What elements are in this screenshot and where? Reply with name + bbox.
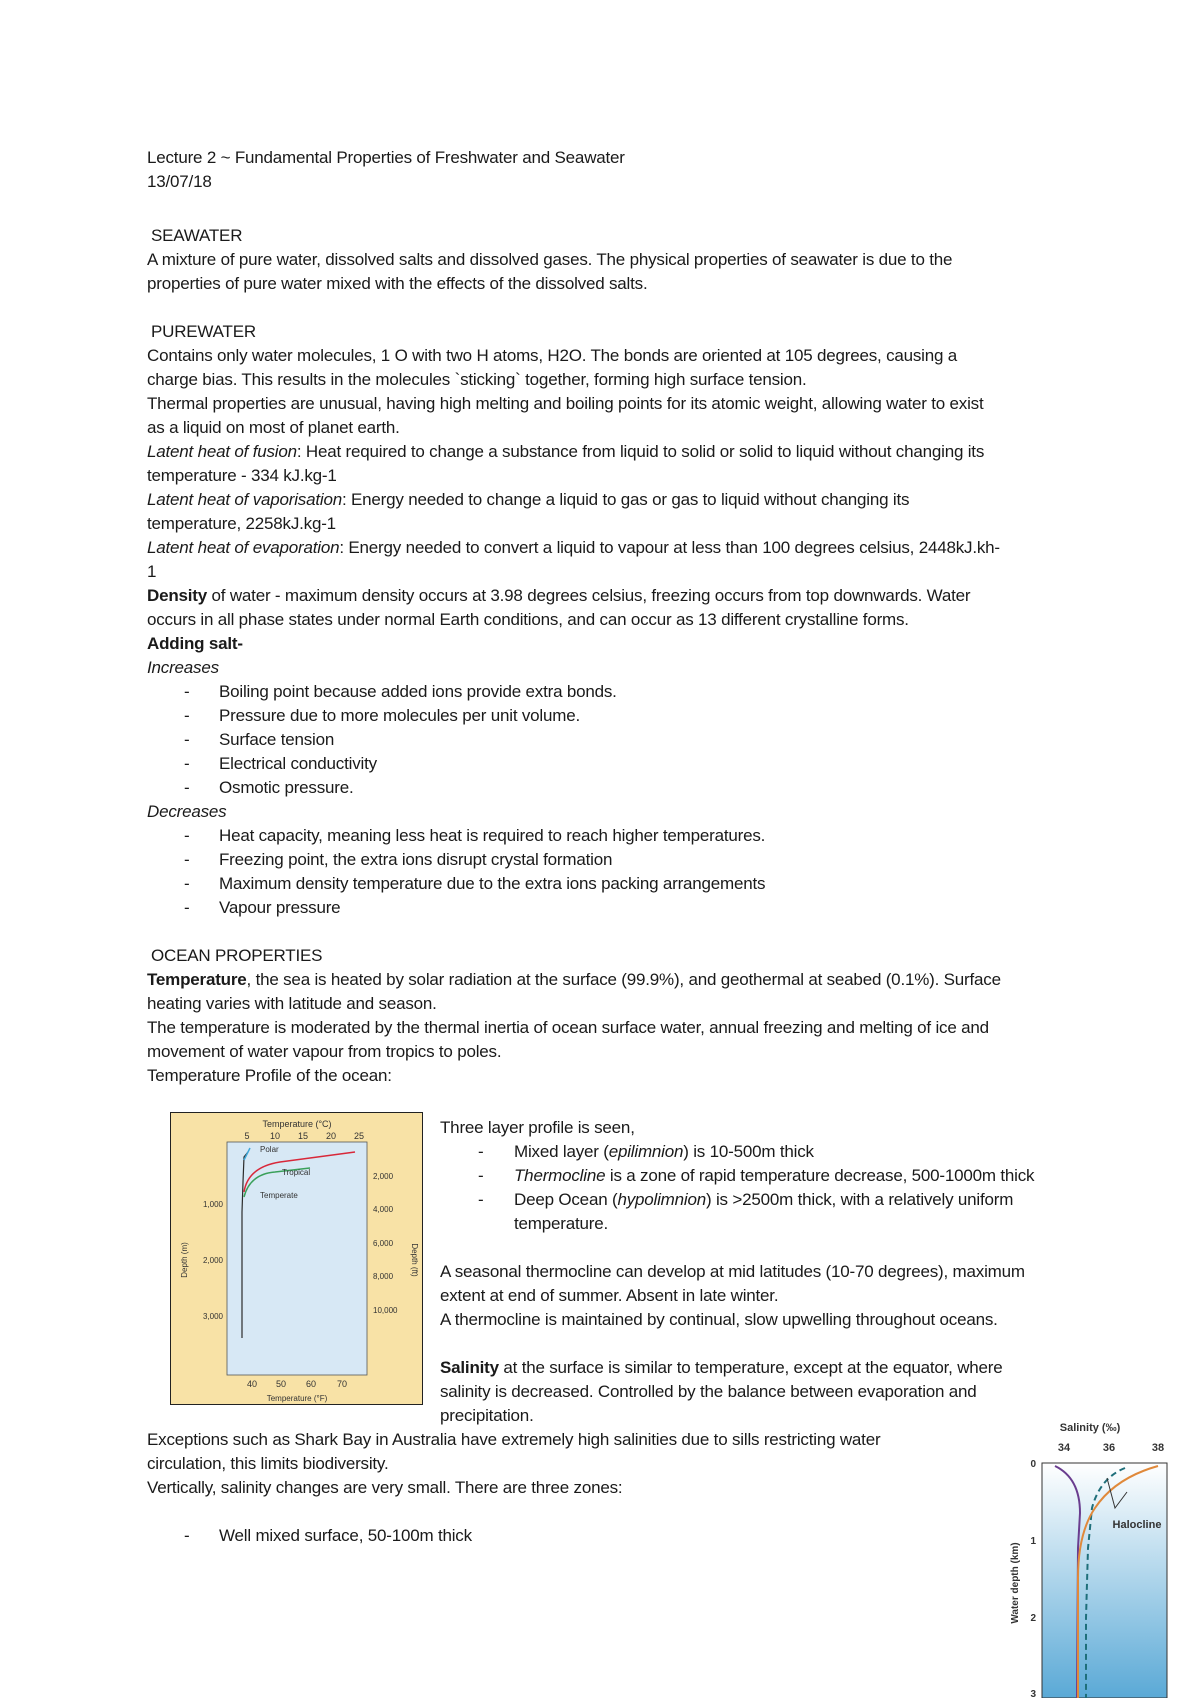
list-item	[514, 1140, 814, 1164]
paragraph-line: 1	[147, 562, 157, 581]
tick-label: 4,000	[373, 1205, 394, 1214]
seawater-line: properties of pure water mixed with the effects of the dissolved salts.	[147, 274, 648, 293]
bullet-dash: -	[184, 874, 190, 893]
paragraph-line: circulation, this limits biodiversity.	[147, 1454, 389, 1473]
seawater-line: A mixture of pure water, dissolved salts and dissolved gases. The physical properties of seawater is due to the	[147, 250, 953, 269]
page-title: Lecture 2 ~ Fundamental Properties of Freshwater and Seawater	[147, 148, 625, 167]
paragraph-line: temperature - 334 kJ.kg-1	[147, 466, 337, 485]
tick-label: 36	[1102, 1442, 1116, 1454]
latent-fusion-line	[147, 440, 984, 464]
bullet-dash: -	[478, 1190, 484, 1209]
salinity-top-ticks	[1058, 1442, 1164, 1454]
tick-label: 10	[269, 1131, 281, 1141]
term: Latent heat of vaporisation	[147, 490, 342, 509]
term: Latent heat of evaporation	[147, 538, 340, 557]
seawater-heading: SEAWATER	[151, 226, 243, 245]
tick-label: 2,000	[202, 1256, 223, 1265]
bullet-dash: -	[184, 730, 190, 749]
paragraph-line: movement of water vapour from tropics to poles.	[147, 1042, 502, 1061]
tick-label: 38	[1151, 1442, 1165, 1454]
paragraph-line: A thermocline is maintained by continual, slow upwelling throughout oceans.	[440, 1310, 998, 1329]
text: Deep Ocean (	[514, 1190, 618, 1209]
definition: : Energy needed to change a liquid to gas or gas to liquid without changing its	[341, 490, 910, 509]
bullet-dash: -	[184, 778, 190, 797]
three-layer-intro: Three layer profile is seen,	[440, 1118, 635, 1137]
term: Density	[147, 586, 208, 605]
tick-label: 20	[325, 1131, 337, 1141]
bullet-dash: -	[478, 1166, 484, 1185]
term: hypolimnion	[617, 1190, 706, 1209]
depth-ticks	[1030, 1459, 1036, 1698]
text: is a zone of rapid temperature decrease, 500-1000m thick	[605, 1166, 1035, 1185]
paragraph-line: temperature, 2258kJ.kg-1	[147, 514, 336, 533]
paragraph-line: extent at end of summer. Absent in late winter.	[440, 1286, 779, 1305]
tick-label: 3	[1030, 1689, 1036, 1698]
text: ) is 10-500m thick	[683, 1142, 814, 1161]
definition: at the surface is similar to temperature, except at the equator, where	[498, 1358, 1003, 1377]
bullet-dash: -	[184, 754, 190, 773]
paragraph-line: heating varies with latitude and season.	[147, 994, 437, 1013]
paragraph-line: occurs in all phase states under normal Earth conditions, and can occur as 13 different crystalline forms.	[147, 610, 909, 629]
right-axis-title: Depth (ft)	[410, 1243, 419, 1277]
tick-label: 1	[1030, 1536, 1036, 1547]
list-item: Electrical conductivity	[219, 754, 377, 773]
list-item: Well mixed surface, 50-100m thick	[219, 1526, 472, 1545]
paragraph-line: Contains only water molecules, 1 O with two H atoms, H2O. The bonds are oriented at 105 degrees, causing a	[147, 346, 958, 365]
definition: of water - maximum density occurs at 3.98 degrees celsius, freezing occurs from top downwards. Water	[207, 586, 971, 605]
definition: : Energy needed to convert a liquid to vapour at less than 100 degrees celsius, 2448kJ.kh-	[339, 538, 1000, 557]
definition: : Heat required to change a substance from liquid to solid or solid to liquid without changing its	[296, 442, 985, 461]
term: Temperature	[147, 970, 247, 989]
tick-label: 6,000	[373, 1239, 394, 1248]
term: Salinity	[440, 1358, 499, 1377]
latent-evap-line	[147, 536, 1000, 560]
list-item: Surface tension	[219, 730, 335, 749]
paragraph-line: Thermal properties are unusual, having high melting and boiling points for its atomic weight, allowing water to exist	[147, 394, 984, 413]
decreases-label: Decreases	[147, 802, 227, 821]
increases-label: Increases	[147, 658, 219, 677]
ocean-heading: OCEAN PROPERTIES	[151, 946, 323, 965]
curve-label-tropical: Tropical	[282, 1168, 311, 1177]
paragraph-line: charge bias. This results in the molecules `sticking` together, forming high surface tension.	[147, 370, 807, 389]
list-item: Heat capacity, meaning less heat is required to reach higher temperatures.	[219, 826, 766, 845]
bullet-dash: -	[184, 1526, 190, 1545]
left-axis-title: Depth (m)	[180, 1242, 189, 1278]
paragraph-line: The temperature is moderated by the thermal inertia of ocean surface water, annual freezing and melting of ice and	[147, 1018, 989, 1037]
list-item: Osmotic pressure.	[219, 778, 354, 797]
latent-vap-line	[147, 488, 909, 512]
tick-label: 3,000	[202, 1312, 223, 1321]
halocline-label: Halocline	[1112, 1519, 1162, 1531]
salinity-line	[440, 1356, 1003, 1380]
tick-label: 15	[297, 1131, 309, 1141]
tick-label: 40	[246, 1379, 258, 1389]
salinity-title: Salinity (‰)	[1059, 1422, 1121, 1434]
curve-label-temperate: Temperate	[260, 1191, 298, 1200]
paragraph-line: A seasonal thermocline can develop at mid latitudes (10-70 degrees), maximum	[440, 1262, 1025, 1281]
water-column	[1042, 1463, 1167, 1698]
list-item: Maximum density temperature due to the extra ions packing arrangements	[219, 874, 766, 893]
tick-label: 34	[1057, 1442, 1071, 1454]
curve-label-polar: Polar	[260, 1145, 279, 1154]
tick-label: 5	[244, 1131, 250, 1141]
list-item	[514, 1188, 1013, 1212]
tick-label: 25	[353, 1131, 365, 1141]
bullet-dash: -	[184, 706, 190, 725]
salinity-profile-figure	[1000, 1418, 1180, 1698]
list-item	[514, 1164, 1034, 1188]
list-item: Boiling point because added ions provide extra bonds.	[219, 682, 617, 701]
tick-label: 60	[305, 1379, 317, 1389]
tick-label: 2	[1030, 1613, 1036, 1624]
tick-label: 50	[275, 1379, 287, 1389]
tick-label: 70	[336, 1379, 348, 1389]
list-item: Freezing point, the extra ions disrupt crystal formation	[219, 850, 613, 869]
paragraph-line: Vertically, salinity changes are very small. There are three zones:	[147, 1478, 623, 1497]
text: ) is >2500m thick, with a relatively uniform	[705, 1190, 1014, 1209]
definition: , the sea is heated by solar radiation at the surface (99.9%), and geothermal at seabed (0.1%). Surface	[246, 970, 1001, 989]
tick-label: 8,000	[373, 1272, 394, 1281]
term: epilimnion	[608, 1142, 684, 1161]
paragraph-line: Exceptions such as Shark Bay in Australia have extremely high salinities due to sills restricting water	[147, 1430, 881, 1449]
tick-label: 0	[1030, 1459, 1036, 1470]
term: Thermocline	[514, 1166, 606, 1185]
density-line	[147, 584, 970, 608]
top-axis-title: Temperature (°C)	[262, 1119, 332, 1129]
tick-label: 1,000	[202, 1200, 223, 1209]
bullet-dash: -	[184, 898, 190, 917]
bottom-axis-title: Temperature (°F)	[266, 1394, 328, 1403]
adding-salt-heading: Adding salt-	[147, 634, 243, 653]
date: 13/07/18	[147, 172, 212, 191]
purewater-heading: PUREWATER	[151, 322, 256, 341]
temperature-line	[147, 968, 1001, 992]
tick-label: 10,000	[373, 1306, 398, 1315]
list-item: Pressure due to more molecules per unit volume.	[219, 706, 580, 725]
list-item-continued: temperature.	[514, 1214, 608, 1233]
temperature-profile-figure	[170, 1112, 423, 1405]
y-axis-title: Water depth (km)	[1010, 1542, 1021, 1624]
list-item: Vapour pressure	[219, 898, 341, 917]
bullet-dash: -	[184, 682, 190, 701]
paragraph-line: Temperature Profile of the ocean:	[147, 1066, 392, 1085]
paragraph-line: as a liquid on most of planet earth.	[147, 418, 400, 437]
bullet-dash: -	[478, 1142, 484, 1161]
tick-label: 2,000	[373, 1172, 394, 1181]
bullet-dash: -	[184, 850, 190, 869]
bullet-dash: -	[184, 826, 190, 845]
text: Mixed layer (	[514, 1142, 609, 1161]
paragraph-line: salinity is decreased. Controlled by the balance between evaporation and	[440, 1382, 977, 1401]
term: Latent heat of fusion	[147, 442, 297, 461]
paragraph-line: precipitation.	[440, 1406, 534, 1425]
